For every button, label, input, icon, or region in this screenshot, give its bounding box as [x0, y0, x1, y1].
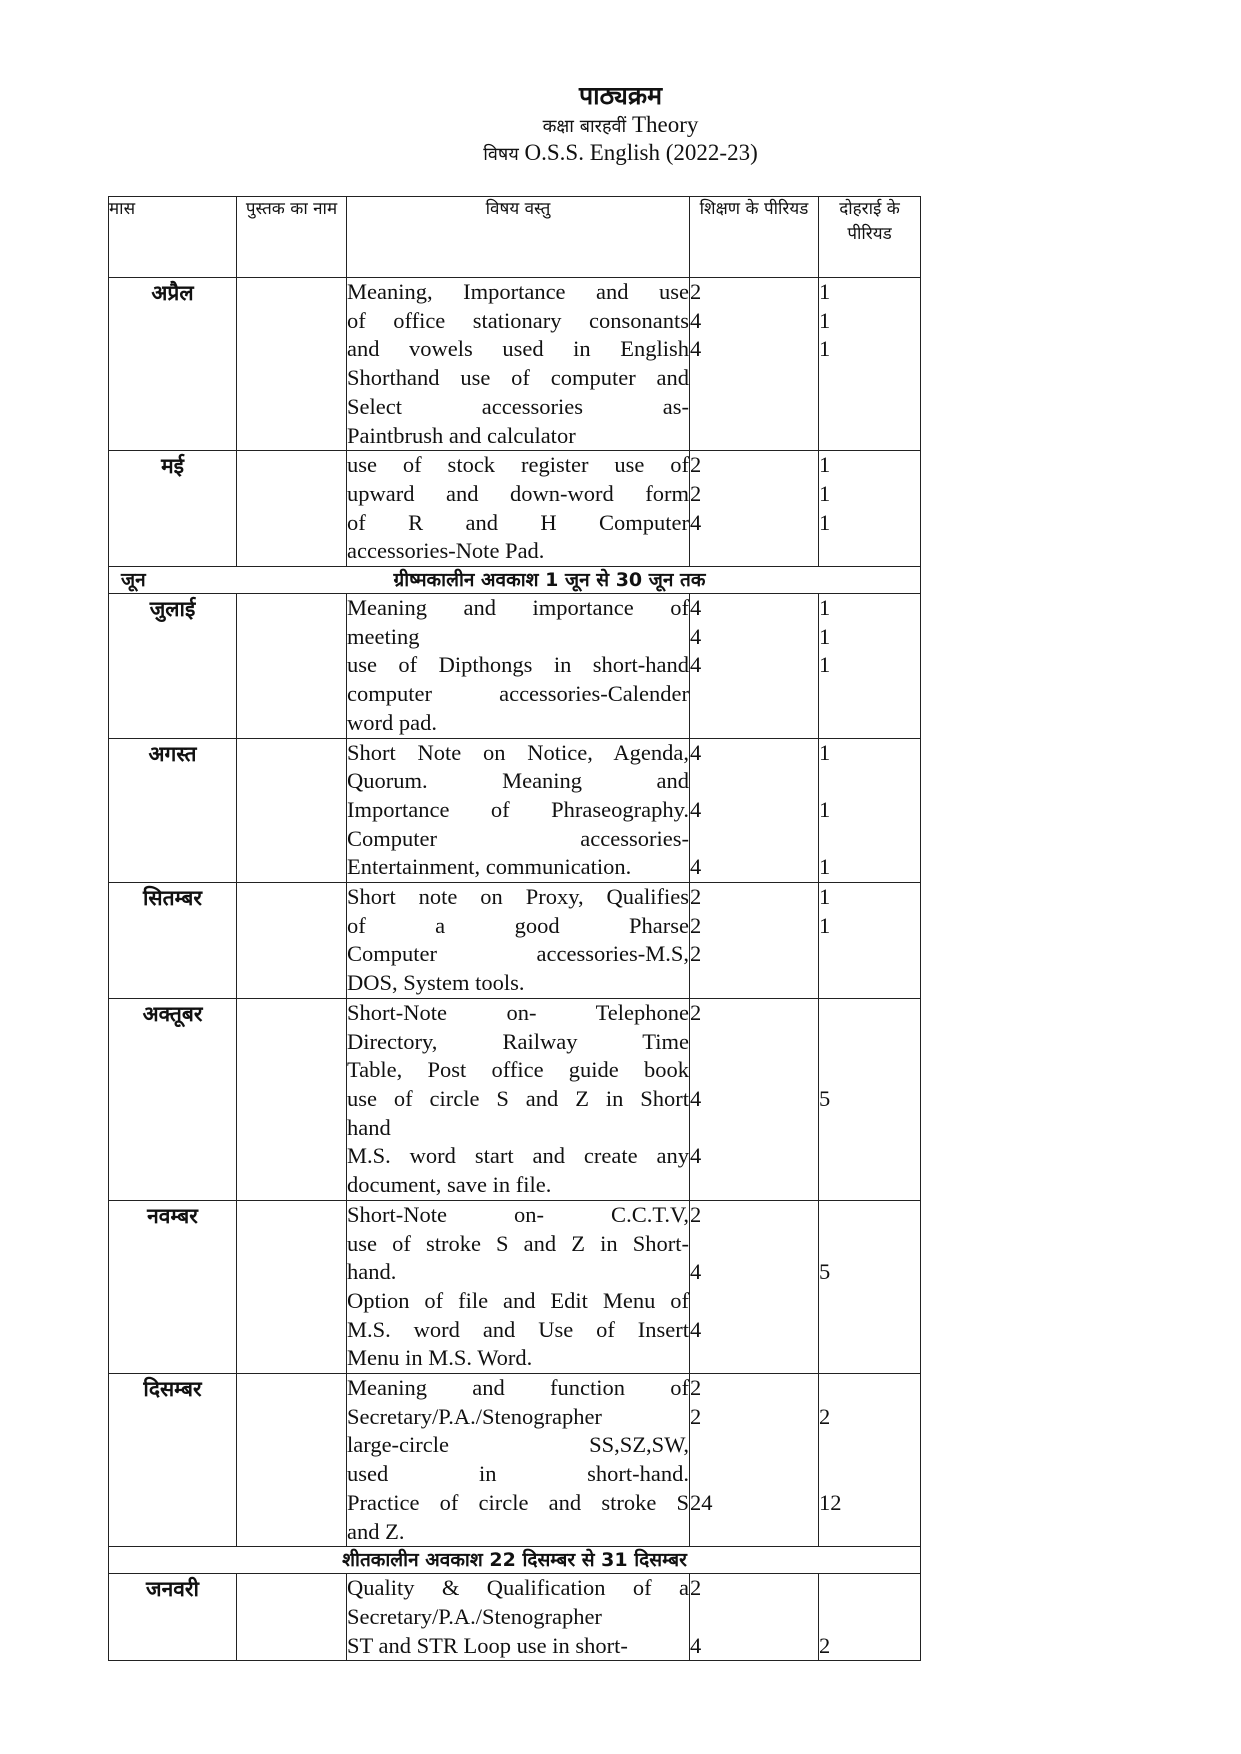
table-row — [109, 278, 921, 451]
content-line: of office stationary consonants — [347, 307, 689, 333]
content-cell — [347, 883, 690, 999]
teaching-period-value — [690, 1056, 818, 1085]
teaching-periods-cell — [690, 883, 819, 999]
book-cell — [237, 998, 347, 1200]
revision-period-value — [819, 537, 920, 566]
syllabus-table — [108, 196, 921, 1661]
teaching-period-value: 2 — [690, 279, 702, 304]
revision-period-value: 2 — [819, 1403, 831, 1429]
revision-period-value: 2 — [819, 1632, 831, 1658]
revision-period-value — [819, 1201, 920, 1230]
book-cell — [237, 451, 347, 567]
subject-value: O.S.S. English (2022-23) — [524, 140, 758, 165]
content-line: M.S. word and Use of Insert — [347, 1316, 689, 1342]
teaching-period-value: 4 — [690, 336, 702, 362]
teaching-period-value — [690, 1460, 818, 1489]
content-cell — [347, 738, 690, 883]
revision-period-value: 1 — [819, 652, 831, 678]
teaching-period-value: 4 — [690, 1085, 702, 1111]
subject-label: विषय — [483, 144, 519, 165]
month-cell: जुलाई — [109, 594, 237, 739]
revision-period-value — [819, 680, 920, 709]
book-cell — [237, 1200, 347, 1373]
teaching-period-value: 2 — [690, 1575, 702, 1601]
revision-period-value: 12 — [819, 1489, 842, 1515]
revision-period-value — [819, 969, 920, 998]
page-title: पाठ्यक्रम — [578, 81, 663, 110]
revision-period-value: 1 — [819, 336, 831, 362]
revision-periods-cell — [819, 998, 921, 1200]
class-label: कक्षा बारहवीं — [542, 116, 627, 137]
teaching-periods-cell — [690, 998, 819, 1200]
content-line: M.S. word start and create any — [347, 1143, 689, 1169]
teaching-periods-cell — [690, 451, 819, 567]
table-row — [109, 883, 921, 999]
revision-period-value — [819, 1287, 920, 1316]
content-line: use of stock register use of — [347, 452, 689, 478]
content-line: document, save in file. — [347, 1172, 552, 1198]
content-cell — [347, 1200, 690, 1373]
content-line: of R and H Computer — [347, 509, 689, 535]
teaching-period-value — [690, 1431, 818, 1460]
winter-vacation-row — [109, 1547, 921, 1574]
content-line: Secretary/P.A./Stenographer — [347, 1403, 602, 1429]
teaching-period-value: 2 — [690, 480, 702, 506]
revision-period-value — [819, 1574, 920, 1603]
content-line: Entertainment, communication. — [347, 854, 632, 880]
revision-period-value — [819, 364, 920, 393]
teaching-periods-cell — [690, 1200, 819, 1373]
revision-period-value: 5 — [819, 1085, 831, 1111]
revision-periods-cell — [819, 1200, 921, 1373]
content-line: Meaning, Importance and use — [347, 279, 689, 304]
book-cell — [237, 1374, 347, 1547]
revision-periods-cell — [819, 1374, 921, 1547]
teaching-period-value: 4 — [690, 595, 702, 621]
revision-period-value — [819, 940, 920, 969]
revision-period-value: 1 — [819, 279, 831, 304]
teaching-period-value — [690, 1171, 818, 1200]
month-cell: अक्तूबर — [109, 998, 237, 1200]
teaching-period-value — [690, 1603, 818, 1632]
teaching-period-value — [690, 364, 818, 393]
revision-periods-cell — [819, 738, 921, 883]
revision-period-value: 1 — [819, 912, 831, 938]
teaching-period-value: 4 — [690, 307, 702, 333]
teaching-period-value: 2 — [690, 999, 702, 1025]
table-row — [109, 1574, 921, 1661]
teaching-period-value — [690, 709, 818, 738]
content-line: Computer accessories- — [347, 825, 689, 851]
content-line: Short note on Proxy, Qualifies — [347, 884, 689, 910]
teaching-periods-cell — [690, 278, 819, 451]
month-cell: नवम्बर — [109, 1200, 237, 1373]
revision-period-value: 1 — [819, 595, 831, 621]
revision-periods-cell — [819, 1574, 921, 1661]
teaching-period-value: 2 — [690, 1403, 702, 1429]
teaching-period-value — [690, 767, 818, 796]
revision-period-value: 1 — [819, 307, 831, 333]
table-row — [109, 594, 921, 739]
content-line: use of Dipthongs in short-hand — [347, 652, 689, 678]
teaching-period-value: 4 — [690, 652, 702, 678]
content-line: Meaning and importance of — [347, 595, 689, 621]
teaching-period-value: 2 — [690, 884, 702, 910]
table-row — [109, 998, 921, 1200]
revision-period-value — [819, 1374, 920, 1403]
revision-periods-cell — [819, 451, 921, 567]
revision-period-value — [819, 1316, 920, 1345]
content-line: Directory, Railway Time — [347, 1028, 689, 1054]
revision-period-value — [819, 1114, 920, 1143]
revision-period-value — [819, 999, 920, 1028]
content-line: Short-Note on- C.C.T.V, — [347, 1201, 689, 1227]
content-line: Option of file and Edit Menu of — [347, 1287, 689, 1313]
subject-line — [0, 140, 1241, 166]
book-cell — [237, 883, 347, 999]
teaching-period-value: 2 — [690, 912, 702, 938]
teaching-periods-cell — [690, 594, 819, 739]
summer-vacation-cell — [109, 567, 921, 594]
book-cell — [237, 1574, 347, 1661]
teaching-period-value: 4 — [690, 739, 702, 765]
content-line: Quorum. Meaning and — [347, 768, 689, 794]
teaching-period-value — [690, 1028, 818, 1057]
revision-period-value: 1 — [819, 884, 831, 910]
content-line: Paintbrush and calculator — [347, 422, 576, 448]
content-line: Shorthand use of computer and — [347, 365, 689, 391]
content-cell — [347, 278, 690, 451]
revision-period-value — [819, 1603, 920, 1632]
revision-period-value: 1 — [819, 480, 831, 506]
revision-periods-cell — [819, 594, 921, 739]
winter-vacation-text: शीतकालीन अवकाश 22 दिसम्बर से 31 दिसम्बर — [109, 1547, 921, 1574]
content-line: of a good Pharse — [347, 912, 689, 938]
content-line: and Z. — [347, 1518, 405, 1544]
revision-period-value: 1 — [819, 739, 831, 765]
table-header-row — [109, 197, 921, 278]
teaching-period-value: 4 — [690, 1316, 702, 1342]
content-cell — [347, 594, 690, 739]
table-row — [109, 1200, 921, 1373]
revision-period-value — [819, 1517, 920, 1546]
content-line: Table, Post office guide book — [347, 1057, 689, 1083]
teaching-period-value: 4 — [690, 1143, 702, 1169]
june-month-label: जून — [121, 569, 146, 592]
content-line: Importance of Phraseography. — [347, 796, 689, 822]
teaching-period-value: 4 — [690, 1259, 702, 1285]
revision-period-value: 1 — [819, 796, 831, 822]
revision-period-value — [819, 1056, 920, 1085]
teaching-period-value: 2 — [690, 1375, 702, 1401]
content-line: Short-Note on- Telephone — [347, 999, 689, 1025]
table-body — [109, 278, 921, 1661]
book-cell — [237, 738, 347, 883]
content-line: use of circle S and Z in Short — [347, 1085, 689, 1111]
revision-periods-cell — [819, 883, 921, 999]
content-line: meeting — [347, 623, 420, 649]
revision-period-value — [819, 1171, 920, 1200]
header-month: मास — [109, 197, 237, 278]
table-row — [109, 451, 921, 567]
content-line: computer accessories-Calender — [347, 681, 689, 707]
content-line: Quality & Qualification of a — [347, 1575, 689, 1601]
content-line: Menu in M.S. Word. — [347, 1345, 533, 1371]
teaching-period-value: 2 — [690, 452, 702, 478]
revision-period-value — [819, 825, 920, 854]
class-line — [0, 112, 1241, 138]
content-line: hand. — [347, 1259, 397, 1285]
month-cell: अगस्त — [109, 738, 237, 883]
teaching-period-value: 4 — [690, 796, 702, 822]
summer-vacation-row — [109, 567, 921, 594]
summer-vacation-box — [109, 567, 920, 593]
revision-period-value — [819, 1028, 920, 1057]
content-line: word pad. — [347, 709, 437, 735]
content-line: Computer accessories-M.S, — [347, 941, 689, 967]
month-cell: सितम्बर — [109, 883, 237, 999]
teaching-period-value: 24 — [690, 1489, 713, 1515]
table-row — [109, 738, 921, 883]
teaching-period-value — [690, 421, 818, 450]
teaching-period-value — [690, 825, 818, 854]
content-line: upward and down-word form — [347, 480, 689, 506]
teaching-period-value — [690, 537, 818, 566]
revision-period-value — [819, 421, 920, 450]
revision-period-value — [819, 1431, 920, 1460]
teaching-period-value: 4 — [690, 509, 702, 535]
content-line: accessories-Note Pad. — [347, 538, 545, 564]
header-teaching: शिक्षण के पीरियड — [690, 197, 819, 278]
content-line: Select accessories as- — [347, 393, 689, 419]
teaching-period-value — [690, 1517, 818, 1546]
teaching-period-value — [690, 969, 818, 998]
content-line: Secretary/P.A./Stenographer — [347, 1603, 602, 1629]
month-cell: जनवरी — [109, 1574, 237, 1661]
teaching-period-value: 2 — [690, 1201, 702, 1227]
month-cell: अप्रैल — [109, 278, 237, 451]
revision-period-value: 1 — [819, 623, 831, 649]
content-line: and vowels used in English — [347, 336, 689, 362]
month-cell: दिसम्बर — [109, 1374, 237, 1547]
content-cell — [347, 998, 690, 1200]
revision-period-value — [819, 1229, 920, 1258]
content-cell — [347, 1574, 690, 1661]
teaching-periods-cell — [690, 1574, 819, 1661]
content-line: hand — [347, 1114, 391, 1140]
teaching-period-value: 4 — [690, 1632, 702, 1658]
revision-period-value — [819, 1460, 920, 1489]
revision-period-value: 1 — [819, 509, 831, 535]
content-line: used in short-hand. — [347, 1461, 689, 1487]
book-cell — [237, 278, 347, 451]
content-cell — [347, 1374, 690, 1547]
content-line: DOS, System tools. — [347, 970, 525, 996]
teaching-periods-cell — [690, 1374, 819, 1547]
table-row — [109, 1374, 921, 1547]
revision-period-value: 5 — [819, 1259, 831, 1285]
teaching-period-value — [690, 680, 818, 709]
header-book: पुस्तक का नाम — [237, 197, 347, 278]
teaching-period-value — [690, 393, 818, 422]
revision-period-value — [819, 709, 920, 738]
revision-period-value: 1 — [819, 854, 831, 880]
content-line: large-circle SS,SZ,SW, — [347, 1432, 689, 1458]
teaching-period-value — [690, 1344, 818, 1373]
revision-period-value — [819, 393, 920, 422]
month-cell: मई — [109, 451, 237, 567]
header-content: विषय वस्तु — [347, 197, 690, 278]
content-line: Practice of circle and stroke S — [347, 1489, 689, 1515]
content-line: Short Note on Notice, Agenda, — [347, 739, 689, 765]
content-line: ST and STR Loop use in short- — [347, 1632, 628, 1658]
teaching-period-value — [690, 1229, 818, 1258]
summer-vacation-text: ग्रीष्मकालीन अवकाश 1 जून से 30 जून तक — [393, 569, 706, 592]
teaching-period-value — [690, 1287, 818, 1316]
revision-period-value — [819, 767, 920, 796]
teaching-period-value: 2 — [690, 941, 702, 967]
teaching-period-value: 4 — [690, 854, 702, 880]
teaching-periods-cell — [690, 738, 819, 883]
content-line: Meaning and function of — [347, 1375, 689, 1401]
book-cell — [237, 594, 347, 739]
revision-period-value — [819, 1344, 920, 1373]
revision-period-value — [819, 1142, 920, 1171]
teaching-period-value: 4 — [690, 623, 702, 649]
revision-period-value: 1 — [819, 452, 831, 478]
content-line: use of stroke S and Z in Short- — [347, 1230, 689, 1256]
header-revision: दोहराई के पीरियड — [819, 197, 921, 278]
revision-periods-cell — [819, 278, 921, 451]
class-theory: Theory — [631, 112, 699, 137]
teaching-period-value — [690, 1114, 818, 1143]
content-cell — [347, 451, 690, 567]
